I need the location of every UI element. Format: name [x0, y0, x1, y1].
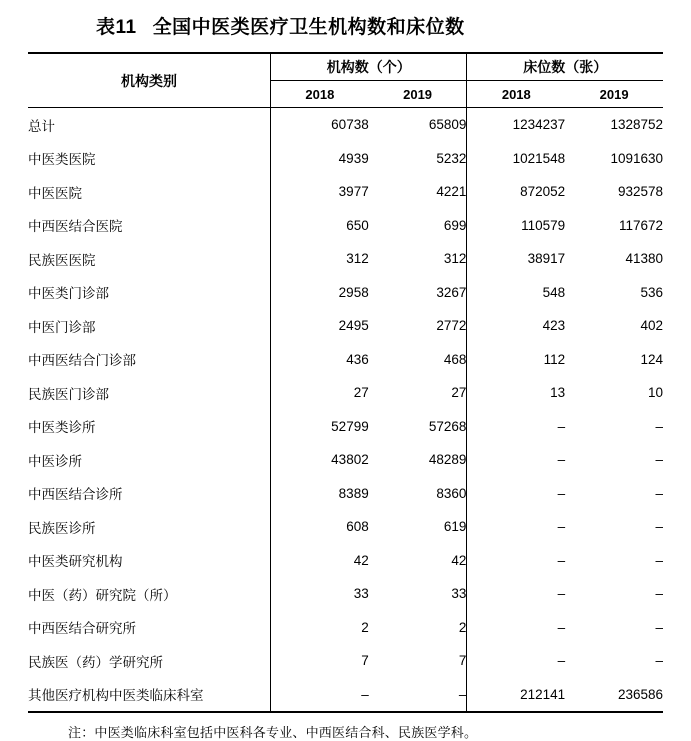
row-value: 536 — [640, 284, 663, 300]
row-label: 总计 — [28, 118, 55, 134]
row-value: 312 — [443, 251, 467, 267]
table-row — [28, 611, 663, 645]
row-value: 608 — [271, 510, 369, 544]
row-value: – — [655, 452, 663, 468]
table-row — [28, 477, 663, 511]
row-value: 619 — [443, 519, 467, 535]
table-header-row-groups — [28, 53, 663, 81]
row-value: 33 — [271, 577, 369, 611]
table-title-text: 全国中医类医疗卫生机构数和床位数 — [152, 17, 465, 38]
row-value: 4221 — [436, 184, 467, 200]
row-value: 10 — [647, 385, 663, 401]
row-value: – — [655, 653, 663, 669]
column-header-beds-2018: 2018 — [467, 81, 565, 108]
row-label: 其他医疗机构中医类临床科室 — [28, 678, 271, 713]
column-header-institutions-2019: 2019 — [369, 81, 467, 108]
row-value: – — [655, 418, 663, 434]
row-label: 中医医院 — [28, 185, 82, 201]
row-value: – — [655, 485, 663, 501]
row-value: 436 — [271, 343, 369, 377]
table-number: 表11 — [96, 17, 137, 38]
row-value: – — [467, 410, 565, 444]
row-label: 中医诊所 — [28, 453, 82, 469]
table-row — [28, 108, 663, 142]
row-value: – — [467, 544, 565, 578]
row-value: 3977 — [271, 175, 369, 209]
row-value: 65809 — [428, 117, 467, 133]
table-row — [28, 678, 663, 713]
table-row — [28, 443, 663, 477]
table-head — [28, 53, 663, 108]
row-value: 38917 — [467, 242, 565, 276]
row-value: 423 — [467, 309, 565, 343]
row-value: – — [271, 678, 369, 713]
row-value: 2 — [271, 611, 369, 645]
row-value: 1091630 — [610, 150, 663, 166]
table-row — [28, 544, 663, 578]
row-label: 中医门诊部 — [28, 319, 96, 335]
row-value: 33 — [451, 586, 467, 602]
row-value: 2958 — [271, 276, 369, 310]
column-header-category: 机构类别 — [28, 53, 271, 108]
row-value: 8389 — [271, 477, 369, 511]
row-label: 中医类医院 — [28, 152, 96, 168]
row-value: 117672 — [618, 217, 663, 233]
table-row — [28, 309, 663, 343]
column-group-beds: 床位数（张） — [467, 53, 663, 81]
row-label: 中西医结合研究所 — [28, 621, 136, 637]
statistics-table — [28, 52, 663, 713]
row-value: 43802 — [271, 443, 369, 477]
row-value: 42 — [271, 544, 369, 578]
table-row — [28, 577, 663, 611]
row-value: 52799 — [271, 410, 369, 444]
row-label: 中西医结合门诊部 — [28, 353, 136, 369]
row-label: 中医类研究机构 — [28, 554, 123, 570]
row-value: 5232 — [436, 150, 467, 166]
row-value: 312 — [271, 242, 369, 276]
table-row — [28, 175, 663, 209]
row-value: – — [655, 552, 663, 568]
table-row — [28, 343, 663, 377]
table-note: 注：中医类临床科室包括中医科各专业、中西医结合科、民族医学科。 — [68, 725, 478, 740]
row-label: 中医类门诊部 — [28, 286, 109, 302]
row-value: 42 — [451, 552, 467, 568]
table-row — [28, 276, 663, 310]
row-value: – — [467, 611, 565, 645]
row-value: 7 — [271, 644, 369, 678]
row-value: 1021548 — [467, 142, 565, 176]
table-row — [28, 142, 663, 176]
row-value: 27 — [271, 376, 369, 410]
row-label: 民族医门诊部 — [28, 386, 109, 402]
row-value: 1234237 — [467, 108, 565, 142]
row-value: – — [655, 519, 663, 535]
row-value: 699 — [443, 217, 467, 233]
table-title — [28, 0, 663, 39]
row-value: 60738 — [271, 108, 369, 142]
row-label: 民族医诊所 — [28, 520, 96, 536]
row-value: – — [467, 644, 565, 678]
row-value: 110579 — [467, 209, 565, 243]
row-label: 中西医结合诊所 — [28, 487, 123, 503]
row-value: – — [655, 619, 663, 635]
table-row — [28, 209, 663, 243]
row-value: – — [369, 678, 467, 713]
row-value: – — [467, 577, 565, 611]
row-value: 48289 — [428, 452, 467, 468]
row-value: 7 — [458, 653, 467, 669]
row-value: – — [467, 443, 565, 477]
row-value: 57268 — [428, 418, 467, 434]
row-value: 3267 — [436, 284, 467, 300]
row-value: 2772 — [436, 318, 467, 334]
row-value: 2 — [458, 619, 467, 635]
column-header-beds-2019: 2019 — [565, 81, 663, 108]
row-value: 1328752 — [610, 117, 663, 133]
row-value: – — [467, 510, 565, 544]
row-value: 872052 — [467, 175, 565, 209]
table-body — [28, 108, 663, 713]
table-row — [28, 510, 663, 544]
row-label: 中医类诊所 — [28, 420, 96, 436]
table-row — [28, 242, 663, 276]
row-label: 民族医（药）学研究所 — [28, 654, 163, 670]
table-row — [28, 410, 663, 444]
row-value: 2495 — [271, 309, 369, 343]
row-value: 468 — [443, 351, 467, 367]
row-value: 8360 — [436, 485, 467, 501]
row-value: 932578 — [617, 184, 663, 200]
row-value: – — [655, 586, 663, 602]
row-value: 4939 — [271, 142, 369, 176]
row-value: 402 — [640, 318, 663, 334]
row-value: 548 — [467, 276, 565, 310]
row-value: 27 — [451, 385, 467, 401]
row-value: 650 — [271, 209, 369, 243]
row-value: 124 — [640, 351, 663, 367]
table-row — [28, 644, 663, 678]
row-value: 236586 — [565, 678, 663, 713]
table-row — [28, 376, 663, 410]
row-value: 112 — [467, 343, 565, 377]
row-label: 中西医结合医院 — [28, 219, 123, 235]
row-value: 212141 — [467, 678, 565, 713]
row-value: 13 — [467, 376, 565, 410]
column-header-institutions-2018: 2018 — [271, 81, 369, 108]
column-group-institutions: 机构数（个） — [271, 53, 467, 81]
row-label: 民族医医院 — [28, 252, 96, 268]
row-label: 中医（药）研究院（所） — [28, 587, 177, 603]
row-value: – — [467, 477, 565, 511]
row-value: 41380 — [625, 251, 663, 267]
